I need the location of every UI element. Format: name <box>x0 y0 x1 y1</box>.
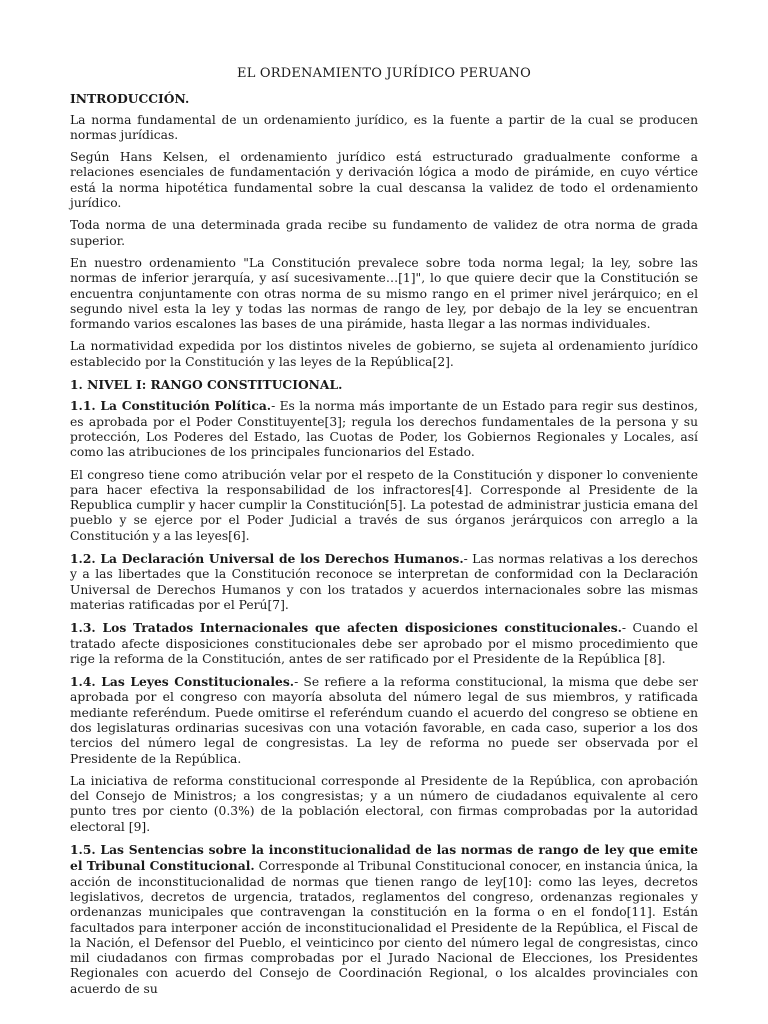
section-1-4-text: - Se refiere a la reforma constitucional, la misma que debe ser aprobada por el congreso con mayoría absoluta del número legal de sus miembros, y ratificada mediante referéndum. Puede omitirse el referéndum cuando el acuerdo del congreso se obtiene en dos legislaturas ordinarias sucesivas con una votación favorable, en cada caso, superior a los dos tercios del número legal de congresistas. La ley de reforma no puede ser observada por el Presidente de la República. <box>70 675 698 766</box>
intro-paragraph-3: Toda norma de una determinada grada recibe su fundamento de validez de otra norma de grada superior. <box>70 218 698 248</box>
section-1-1-text: - Es la norma más importante de un Estado para regir sus destinos, es aprobada por el Poder Constituyente[3]; regula los derechos fundamentales de la persona y su protección, Los Poderes del Estado, las Cuotas de Poder, los Gobiernos Regionales y Locales, así como las atribuciones de los principales funcionarios del Estado. <box>70 399 698 460</box>
document-title: EL ORDENAMIENTO JURÍDICO PERUANO <box>237 66 531 81</box>
section-1-5 <box>70 842 698 997</box>
section-1-5-text: Corresponde al Tribunal Constitucional conocer, en instancia única, la acción de inconstitucionalidad de normas que tienen rango de ley[10]: como las leyes, decretos legislativos, decretos de urgencia, tratados, reglamentos del congreso, ordenanzas regionales y ordenanzas municipales que contravengan la constitución en la forma o en el fondo[11]. Están facultados para interponer acción de inconstitucionalidad el Presidente de la República, el Fiscal de la Nación, el Defensor del Pueblo, el veinticinco por ciento del número legal de congresistas, cinco mil ciudadanos con firmas comprobadas por el Jurado Nacional de Elecciones, los Presidentes Regionales con acuerdo del Consejo de Coordinación Regional, o los alcaldes provinciales con acuerdo de su <box>70 859 698 996</box>
section-1-1-paragraph-2: El congreso tiene como atribución velar por el respeto de la Constitución y disponer lo conveniente para hacer efectiva la responsabilidad de los infractores[4]. Corresponde al Presidente de la Republica cumplir y hacer cumplir la Constitución[5]. La potestad de administrar justicia emana del pueblo y se ejerce por el Poder Judicial a través de sus órganos jerárquicos con arreglo a la Constitución y a las leyes[6]. <box>70 467 698 543</box>
section-1-1 <box>70 398 698 460</box>
section-1-5-title: 1.5. Las Sentencias sobre la inconstitucionalidad de las normas de rango de ley que emite el Tribunal Constitucional. <box>70 842 698 874</box>
intro-paragraph-2: Según Hans Kelsen, el ordenamiento jurídico está estructurado gradualmente conforme a relaciones esenciales de fundamentación y derivación lógica a modo de pirámide, en cuyo vértice está la norma hipotética fundamental sobre la cual descansa la validez de todo el ordenamiento jurídico. <box>70 150 698 211</box>
section-1-4-paragraph-2: La iniciativa de reforma constitucional corresponde al Presidente de la República, con aprobación del Consejo de Ministros; a los congresistas; y a un número de ciudadanos equivalente al cero punto tres por ciento (0.3%) de la población electoral, con firmas comprobadas por la autoridad electoral [9]. <box>70 773 698 834</box>
section-1-2-text: - Las normas relativas a los derechos y a las libertades que la Constitución reconoce se interpretan de conformidad con la Declaración Universal de Derechos Humanos y con los tratados y acuerdos internacionales sobre las mismas materias ratificadas por el Perú[7]. <box>70 552 698 612</box>
section-1-2 <box>70 551 698 613</box>
section-1-3-title: 1.3. Los Tratados Internacionales que afecten disposiciones constitucionales. <box>70 620 622 636</box>
section-1-4 <box>70 674 698 767</box>
section-1-2-title: 1.2. La Declaración Universal de los Derechos Humanos. <box>70 551 464 567</box>
section-1-1-title: 1.1. La Constitución Política. <box>70 398 272 414</box>
nivel-1-heading: 1. NIVEL I: RANGO CONSTITUCIONAL. <box>70 377 343 393</box>
section-1-4-title: 1.4. Las Leyes Constitucionales. <box>70 674 295 690</box>
intro-paragraph-5: La normatividad expedida por los distintos niveles de gobierno, se sujeta al ordenamiento jurídico establecido por la Constitución y las leyes de la República[2]. <box>70 339 698 369</box>
intro-heading: INTRODUCCIÓN. <box>70 91 190 107</box>
section-1-3-text: - Cuando el tratado afecte disposiciones constitucionales debe ser aprobado por el mismo procedimiento que rige la reforma de la Constitución, antes de ser ratificado por el Presidente de la República [8]. <box>70 621 698 666</box>
intro-paragraph-4: En nuestro ordenamiento "La Constitución prevalece sobre toda norma legal; la ley, sobre las normas de inferior jerarquía, y así sucesivamente…[1]", lo que quiere decir que la Constitución se encuentra conjuntamente con otras norma de su mismo rango en el primer nivel jerárquico; en el segundo nivel esta la ley y todas las normas de rango de ley, por debajo de la ley se encuentran formando varios escalones las bases de una pirámide, hasta llegar a las normas individuales. <box>70 255 698 332</box>
intro-paragraph-1: La norma fundamental de un ordenamiento jurídico, es la fuente a partir de la cual se producen normas jurídicas. <box>70 112 698 142</box>
section-1-3 <box>70 620 698 667</box>
